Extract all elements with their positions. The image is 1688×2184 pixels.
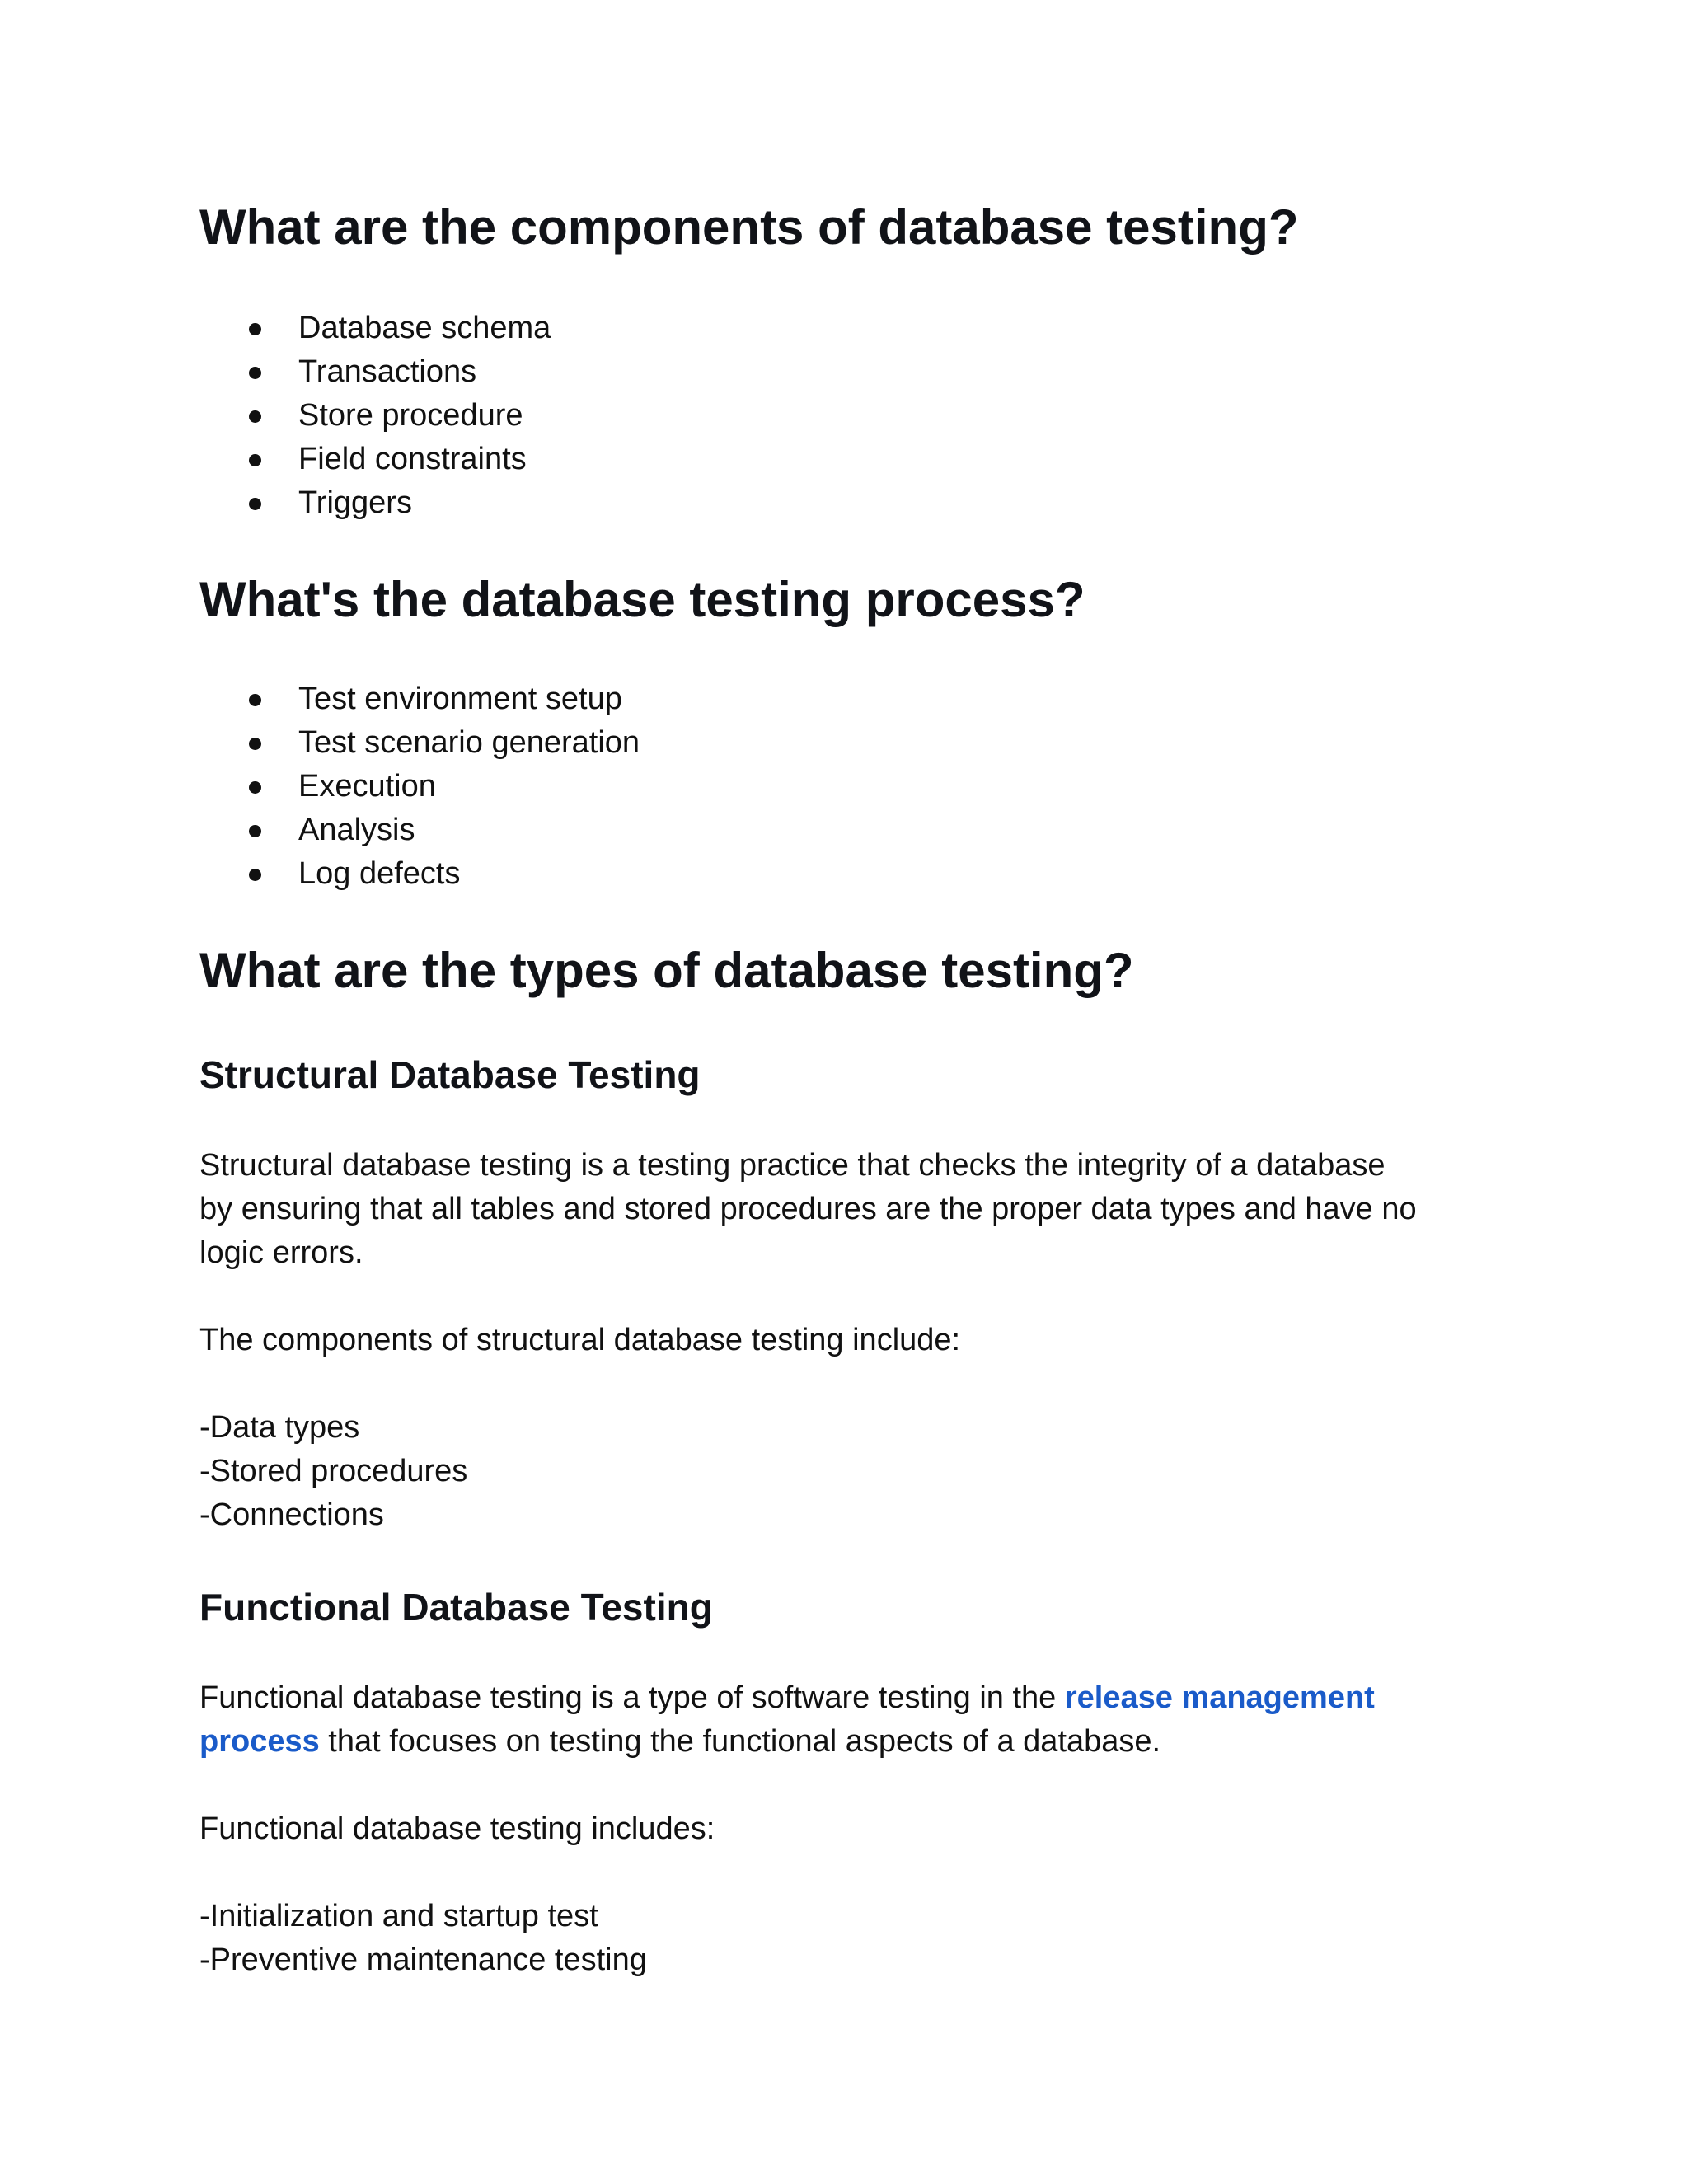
process-list bbox=[199, 677, 640, 896]
bullet-icon bbox=[249, 454, 261, 466]
structural-paragraph-line: Structural database testing is a testing practice that checks the integrity of a database bbox=[199, 1148, 1386, 1183]
bullet-icon bbox=[249, 367, 261, 379]
list-item: Transactions bbox=[199, 350, 551, 394]
list-item: Field constraints bbox=[199, 438, 551, 481]
structural-item: -Stored procedures bbox=[199, 1454, 468, 1488]
release-management-link-continued[interactable]: process bbox=[199, 1724, 320, 1759]
release-management-link[interactable]: release management bbox=[1064, 1680, 1375, 1715]
functional-paragraph-line bbox=[199, 1720, 1551, 1764]
heading-components: What are the components of database testing? bbox=[199, 199, 1299, 255]
functional-text: that focuses on testing the functional aspects of a database. bbox=[319, 1724, 1161, 1759]
bullet-icon bbox=[249, 825, 261, 837]
components-list bbox=[199, 307, 551, 525]
list-item: Log defects bbox=[199, 852, 640, 896]
bullet-icon bbox=[249, 869, 261, 881]
list-item: Test scenario generation bbox=[199, 721, 640, 765]
heading-process: What's the database testing process? bbox=[199, 572, 1085, 627]
bullet-icon bbox=[249, 498, 261, 510]
structural-paragraph-line: logic errors. bbox=[199, 1235, 363, 1270]
subheading-functional: Functional Database Testing bbox=[199, 1586, 713, 1629]
subheading-structural: Structural Database Testing bbox=[199, 1053, 701, 1096]
structural-paragraph-line: by ensuring that all tables and stored procedures are the proper data types and have no bbox=[199, 1192, 1417, 1226]
list-item: Database schema bbox=[199, 307, 551, 350]
bullet-icon bbox=[249, 738, 261, 750]
heading-types: What are the types of database testing? bbox=[199, 943, 1134, 998]
bullet-icon bbox=[249, 781, 261, 794]
structural-item: -Connections bbox=[199, 1497, 384, 1532]
functional-item: -Initialization and startup test bbox=[199, 1899, 598, 1933]
list-item: Store procedure bbox=[199, 394, 551, 438]
list-item: Triggers bbox=[199, 481, 551, 525]
list-item: Test environment setup bbox=[199, 677, 640, 721]
bullet-icon bbox=[249, 694, 261, 706]
list-item: Analysis bbox=[199, 808, 640, 852]
structural-item: -Data types bbox=[199, 1410, 360, 1445]
functional-text: Functional database testing is a type of software testing in the bbox=[199, 1680, 1065, 1715]
functional-paragraph-line bbox=[199, 1676, 1551, 1720]
bullet-icon bbox=[249, 323, 261, 335]
list-item: Execution bbox=[199, 765, 640, 808]
bullet-icon bbox=[249, 410, 261, 423]
functional-item: -Preventive maintenance testing bbox=[199, 1943, 647, 1977]
structural-intro: The components of structural database testing include: bbox=[199, 1323, 961, 1357]
functional-intro: Functional database testing includes: bbox=[199, 1811, 715, 1846]
